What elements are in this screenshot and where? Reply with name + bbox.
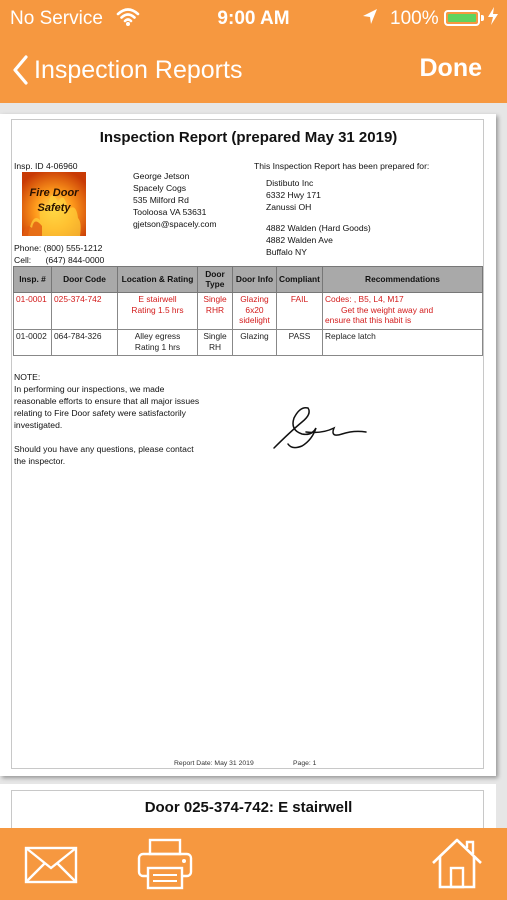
door-type-line: Single [203, 294, 227, 304]
back-label: Inspection Reports [34, 55, 243, 84]
rec-line: ensure that this habit is [325, 315, 412, 325]
phone-number: Phone: (800) 555-1212 [14, 243, 103, 253]
compliant-status: PASS [277, 330, 323, 356]
location-rating [118, 330, 198, 356]
col-header-recommendations: Recommendations [323, 267, 483, 293]
back-button[interactable] [12, 50, 242, 90]
site-line: 4882 Walden Ave [266, 235, 333, 246]
inspector-line: Tooloosa VA 53631 [133, 207, 207, 218]
rating: Rating 1.5 hrs [131, 304, 184, 315]
charging-bolt-icon [486, 6, 500, 32]
note-line: investigated. [14, 420, 63, 431]
door-info [233, 330, 277, 356]
col-header-door-info: Door Info [233, 267, 277, 293]
door-code: 025-374-742 [52, 293, 118, 330]
rec-line: Get the weight away and [341, 304, 434, 315]
client-address [266, 177, 321, 213]
site-line: 4882 Walden (Hard Goods) [266, 223, 371, 233]
rating: Rating 1 hrs [134, 341, 181, 352]
note-label: NOTE: [14, 372, 41, 382]
report-page[interactable] [0, 114, 496, 776]
note-line: relating to Fire Door safety were satisfactorily [14, 408, 186, 419]
door-type [198, 330, 233, 356]
site-address [266, 222, 371, 258]
col-header-insp: Insp. # [14, 267, 52, 293]
battery-percent: 100% [390, 8, 439, 29]
location: Alley egress [134, 331, 181, 341]
contact-line: Should you have any questions, please contact [14, 444, 194, 455]
cell-number: Cell: (647) 844-0000 [14, 255, 105, 266]
report-note [14, 371, 199, 467]
inspection-table [13, 266, 483, 356]
location: E stairwell [138, 294, 177, 304]
door-detail-card[interactable] [0, 784, 496, 834]
inspector-signature [272, 404, 372, 459]
report-border [11, 119, 484, 769]
prepared-for-label: This Inspection Report has been prepared for: [254, 161, 430, 171]
door-code: 064-784-326 [52, 330, 118, 356]
report-date: Report Date: May 31 2019 [174, 760, 254, 767]
inspector-email: gjetson@spacely.com [133, 219, 217, 230]
table-header-row [14, 267, 483, 293]
done-button[interactable]: Done [419, 54, 482, 82]
logo-line: Fire Door [29, 187, 79, 199]
table-row[interactable] [14, 293, 483, 330]
battery-icon [444, 10, 480, 26]
page-number: Page: 1 [293, 760, 317, 767]
door-info-line: Glazing [240, 331, 269, 341]
inspector-line: George Jetson [133, 171, 190, 181]
col-header-compliant: Compliant [277, 267, 323, 293]
rec-line: Codes: , B5, L4, M17 [325, 294, 404, 304]
inspector-address [133, 170, 217, 230]
note-line: In performing our inspections, we made [14, 384, 165, 395]
carrier-label: No Service [10, 8, 103, 29]
door-info [233, 293, 277, 330]
door-type-line: Single [203, 331, 227, 341]
door-card-title: Door 025-374-742: E stairwell [144, 799, 353, 816]
location-arrow-icon [362, 8, 378, 32]
client-line: Zanussi OH [266, 202, 312, 213]
col-header-location: Location & Rating [118, 267, 198, 293]
col-header-door-code: Door Code [52, 267, 118, 293]
door-info-line: sidelight [239, 315, 270, 325]
app-header [0, 0, 507, 103]
fire-door-safety-logo [22, 172, 86, 236]
client-line: 6332 Hwy 171 [266, 190, 321, 201]
note-line: reasonable efforts to ensure that all major issues [14, 396, 200, 407]
inspection-id: Insp. ID 4-06960 [14, 161, 78, 171]
inspector-phones [14, 242, 104, 266]
printer-icon[interactable] [137, 838, 193, 895]
door-info-line: 6x20 [245, 304, 264, 315]
home-icon[interactable] [430, 836, 484, 895]
status-bar [0, 0, 507, 36]
client-line: Distibuto Inc [266, 178, 314, 188]
door-type-line: RHR [205, 304, 225, 315]
col-header-door-type: Door Type [198, 267, 233, 293]
insp-number: 01-0001 [14, 293, 52, 330]
logo-line: Safety [37, 201, 71, 214]
bottom-toolbar [0, 828, 507, 900]
inspector-line: Spacely Cogs [133, 183, 187, 194]
battery-tip [481, 15, 484, 21]
recommendations [323, 293, 483, 330]
report-title: Inspection Report (prepared May 31 2019) [99, 129, 398, 146]
mail-icon[interactable] [24, 846, 78, 889]
compliant-status: FAIL [277, 293, 323, 330]
door-type [198, 293, 233, 330]
recommendations [323, 330, 483, 356]
rec-line: Replace latch [325, 331, 376, 341]
inspector-line: 535 Milford Rd [133, 195, 189, 206]
chevron-left-icon [12, 55, 28, 85]
table-row[interactable] [14, 330, 483, 356]
site-line: Buffalo NY [266, 247, 307, 258]
door-info-line: Glazing [240, 294, 269, 304]
clock: 9:00 AM [217, 8, 290, 29]
location-rating [118, 293, 198, 330]
contact-line: the inspector. [14, 456, 66, 467]
door-type-line: RH [208, 341, 222, 352]
insp-number: 01-0002 [14, 330, 52, 356]
